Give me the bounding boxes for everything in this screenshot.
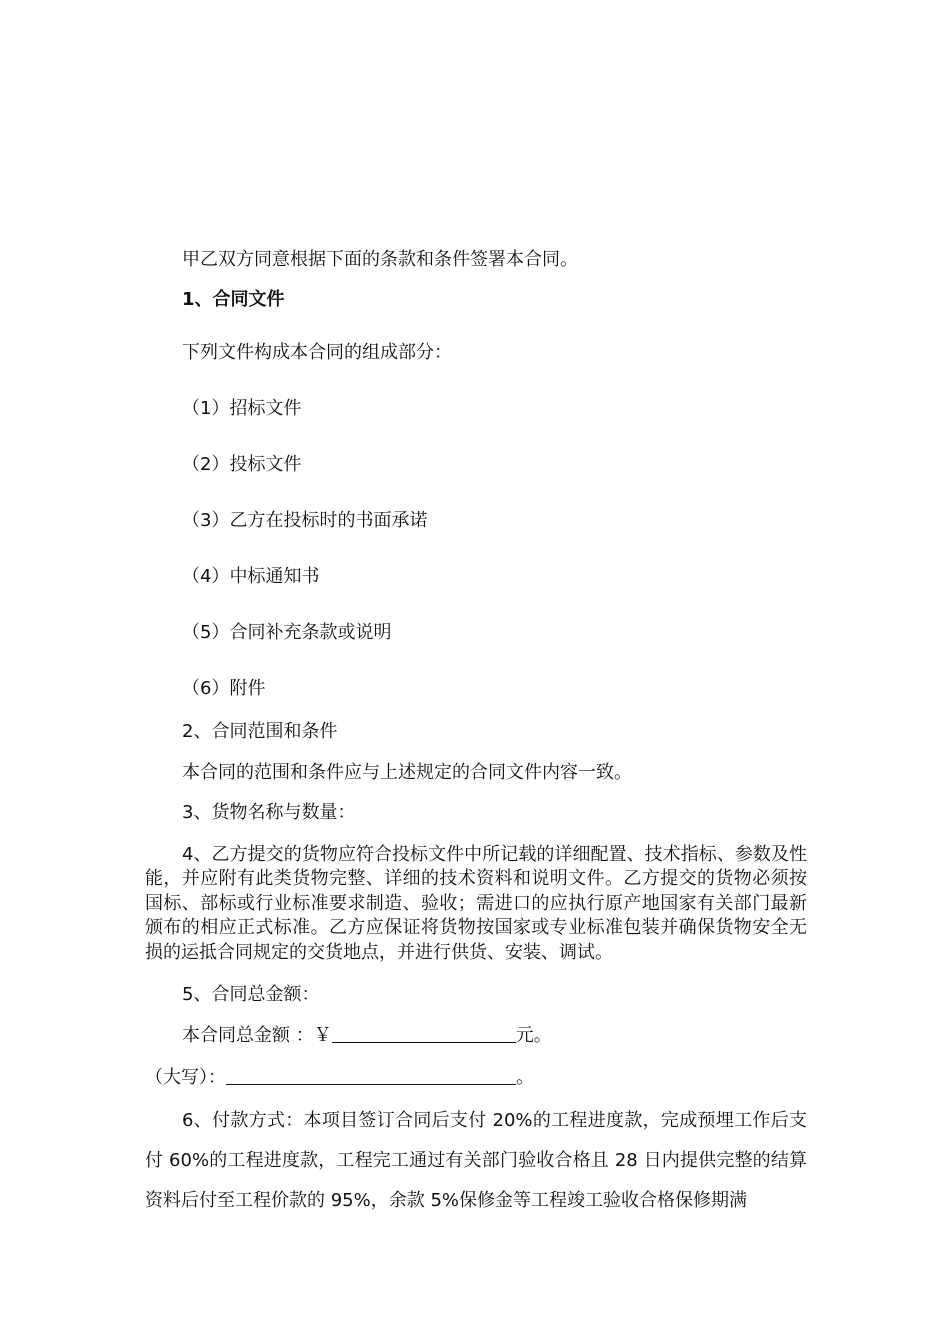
list-item: （1）招标文件 (182, 398, 302, 419)
list-item: （2）投标文件 (182, 454, 302, 475)
list-item: （5）合同补充条款或说明 (182, 622, 392, 643)
intro-text: 甲乙双方同意根据下面的条款和条件签署本合同。 (182, 249, 578, 270)
caps-end: 。 (516, 1067, 534, 1088)
section-5-title: 5、合同总金额： (182, 984, 320, 1005)
section-1-lead: 下列文件构成本合同的组成部分： (182, 342, 452, 363)
list-item: （3）乙方在投标时的书面承诺 (182, 510, 428, 531)
list-item: （6）附件 (182, 678, 266, 699)
amount-blank-line (332, 1024, 516, 1043)
amount-row (182, 1024, 552, 1048)
amount-label: 本合同总金额 ：￥ (182, 1025, 332, 1046)
section-3-title: 3、货物名称与数量： (182, 802, 356, 823)
section-6-body: 6、付款方式：本项目签订合同后支付 20%的工程进度款，完成预埋工作后支付 60%的工程进度款，工程完工通过有关部门验收合格且 28 日内提供完整的结算资料后付至工程价款的 95%，余款 5%保修金等工程竣工验收合格保修期满 (145, 1110, 807, 1211)
caps-label: （大写）： (145, 1067, 226, 1088)
caps-amount-row (145, 1066, 534, 1090)
caps-blank-line (226, 1066, 516, 1085)
section-4-body: 4、乙方提交的货物应符合投标文件中所记载的详细配置、技术指标、参数及性能，并应附有此类货物完整、详细的技术资料和说明文件。乙方提交的货物必须按国标、部标或行业标准要求制造、验收；需进口的应执行原产地国家有关部门最新颁布的相应正式标准。乙方应保证将货物按国家或专业标准包装并确保货物安全无损的运抵合同规定的交货地点，并进行供货、安装、调试。 (145, 844, 807, 963)
section-1-title: 1、合同文件 (182, 289, 285, 310)
list-item: （4）中标通知书 (182, 566, 320, 587)
section-2-body: 本合同的范围和条件应与上述规定的合同文件内容一致。 (182, 762, 632, 783)
amount-unit: 元。 (515, 1025, 552, 1046)
section-2-title: 2、合同范围和条件 (182, 721, 338, 742)
